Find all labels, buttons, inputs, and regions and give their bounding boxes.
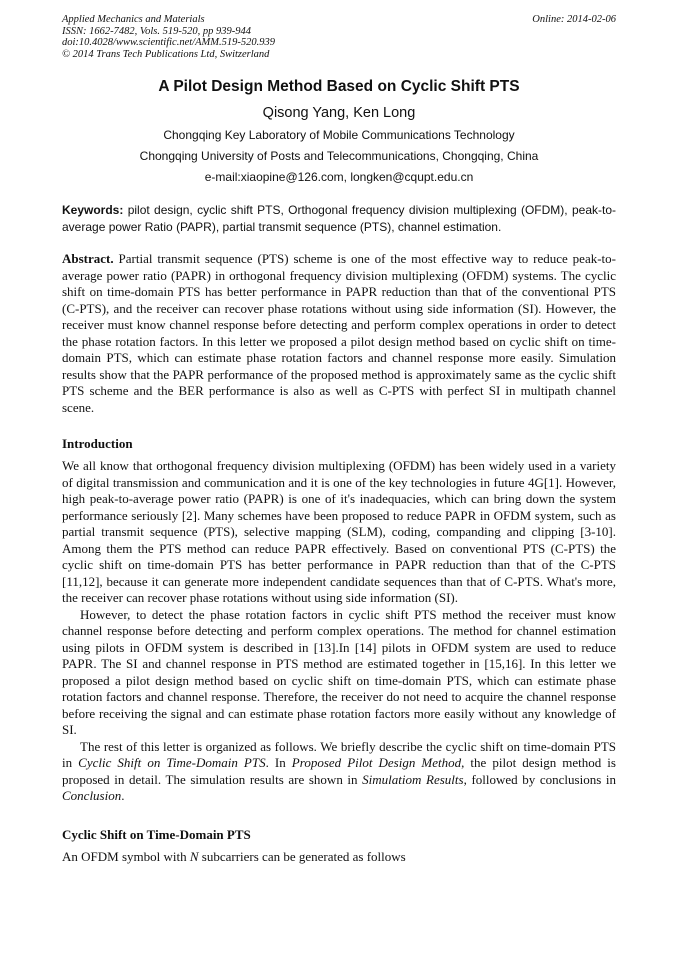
abstract-label: Abstract. <box>62 251 114 266</box>
introduction-heading: Introduction <box>62 436 133 451</box>
online-date: Online: 2014-02-06 <box>532 14 616 25</box>
journal-copyright: © 2014 Trans Tech Publications Ltd, Switzerland <box>62 48 270 60</box>
cyclic-shift-body <box>62 849 616 866</box>
keywords-label: Keywords: <box>62 203 124 217</box>
paper-page <box>62 14 616 865</box>
journal-name: Applied Mechanics and Materials <box>62 14 205 25</box>
paper-title: A Pilot Design Method Based on Cyclic Shift PTS <box>158 78 520 95</box>
abstract-text: Partial transmit sequence (PTS) scheme is one of the most effective way to reduce peak-to-average power ratio (PAPR) in orthogonal frequency division multiplexing (OFDM) systems. The cyclic shift on time-domain PTS has better performance in PAPR reduction than that of the conventional PTS (C-PTS), and the receiver can recover phase rotations without using side information (SI). However, the receiver must know channel response before detecting and perform complex operations in order to detect the phase rotation factors. In this letter we proposed a pilot design method based on cyclic shift on time-domain PTS, which can estimate phase rotation factors and channel response more easily. Simulation results show that the PAPR performance of the proposed method is approximately same as the cyclic shift PTS scheme and the BER performance is also as well as C-PTS with perfect SI in multipath channel scene. <box>62 251 616 415</box>
intro-p3-text-d: , followed by conclusions in <box>463 771 616 787</box>
section-ref-pilot-design: Proposed Pilot Design Method <box>291 755 462 770</box>
section-ref-simulation: Simulatiom Results <box>362 771 464 787</box>
section-ref-cyclic-shift: Cyclic Shift on Time-Domain PTS <box>78 755 266 770</box>
intro-p3-text-c: , the pilot design method is proposed in detail. The simulation results are shown in <box>62 755 616 787</box>
abstract-block <box>62 251 616 416</box>
intro-paragraph-2: However, to detect the phase rotation factors in cyclic shift PTS method the receiver must know channel response before detecting and perform complex operations. The method for channel estimation using pilots in OFDM system is described in [13].In [14] pilots in OFDM system are used to reduce PAPR. The SI and channel response in PTS method are estimated together in [15,16]. In this letter we proposed a pilot design method based on cyclic shift on time-domain PTS, which can estimate phase rotation factors and channel response. Therefore, the receiver do not need to acquire the channel response before receiving the signal and can estimate phase rotation factors more easily without any knowledge of SI. <box>62 606 616 737</box>
intro-paragraph-1: We all know that orthogonal frequency division multiplexing (OFDM) has been widely used in a variety of digital transmission and communication and it is one of the key technologies in future 4G[1]. However, high peak-to-average power ratio (PAPR) is one of it's inadequacies, which can bring down the system performance seriously [2]. Many schemes have been proposed to reduce PAPR in OFDM system, such as partial transmit sequence (PTS), selective mapping (SLM), coding, companding and clipping [3-10]. Among them the PTS method can reduce PAPR effectively. Based on conventional PTS (C-PTS) the cyclic shift on time-domain PTS has better performance in PAPR reduction than that of the C-PTS [11,12], because it can generate more independent candidate sequences than that of C-PTS. What's more, the receiver can recover phase rotations without using side information (SI). <box>62 458 616 605</box>
variable-n: N <box>189 848 199 864</box>
journal-issn: ISSN: 1662-7482, Vols. 519-520, pp 939-944 <box>62 25 251 37</box>
journal-doi: doi:10.4028/www.scientific.net/AMM.519-520.939 <box>62 37 275 48</box>
intro-paragraph-3 <box>62 739 616 805</box>
intro-p3-text-b: . In <box>265 755 292 770</box>
keywords-text: pilot design, cyclic shift PTS, Orthogonal frequency division multiplexing (OFDM), peak-to-average power Ratio (PAPR), partial transmit sequence (PTS), channel estimation. <box>62 203 616 234</box>
affiliation-lab: Chongqing Key Laboratory of Mobile Communications Technology <box>163 128 515 142</box>
cyclic-shift-heading: Cyclic Shift on Time-Domain PTS <box>62 826 251 842</box>
section-ref-conclusion: Conclusion <box>62 788 122 803</box>
affiliations <box>62 125 616 188</box>
affiliation-university: Chongqing University of Posts and Telecommunications, Chongqing, China <box>139 149 539 163</box>
ofdm-line-text-a: An OFDM symbol with <box>62 848 190 864</box>
intro-p3-text-e: . <box>121 788 125 803</box>
keywords-block <box>62 202 616 235</box>
introduction-body <box>62 458 616 805</box>
author-emails: e-mail:xiaopine@126.com, longken@cqupt.edu.cn <box>204 170 474 184</box>
ofdm-line-text-b: subcarriers can be generated as follows <box>198 848 406 864</box>
paper-authors: Qisong Yang, Ken Long <box>262 105 416 121</box>
journal-header <box>62 14 616 60</box>
intro-p3-text-a: The rest of this letter is organized as follows. We briefly describe the cyclic shift on time-domain PTS in <box>62 738 616 770</box>
ofdm-symbol-line <box>62 849 616 866</box>
